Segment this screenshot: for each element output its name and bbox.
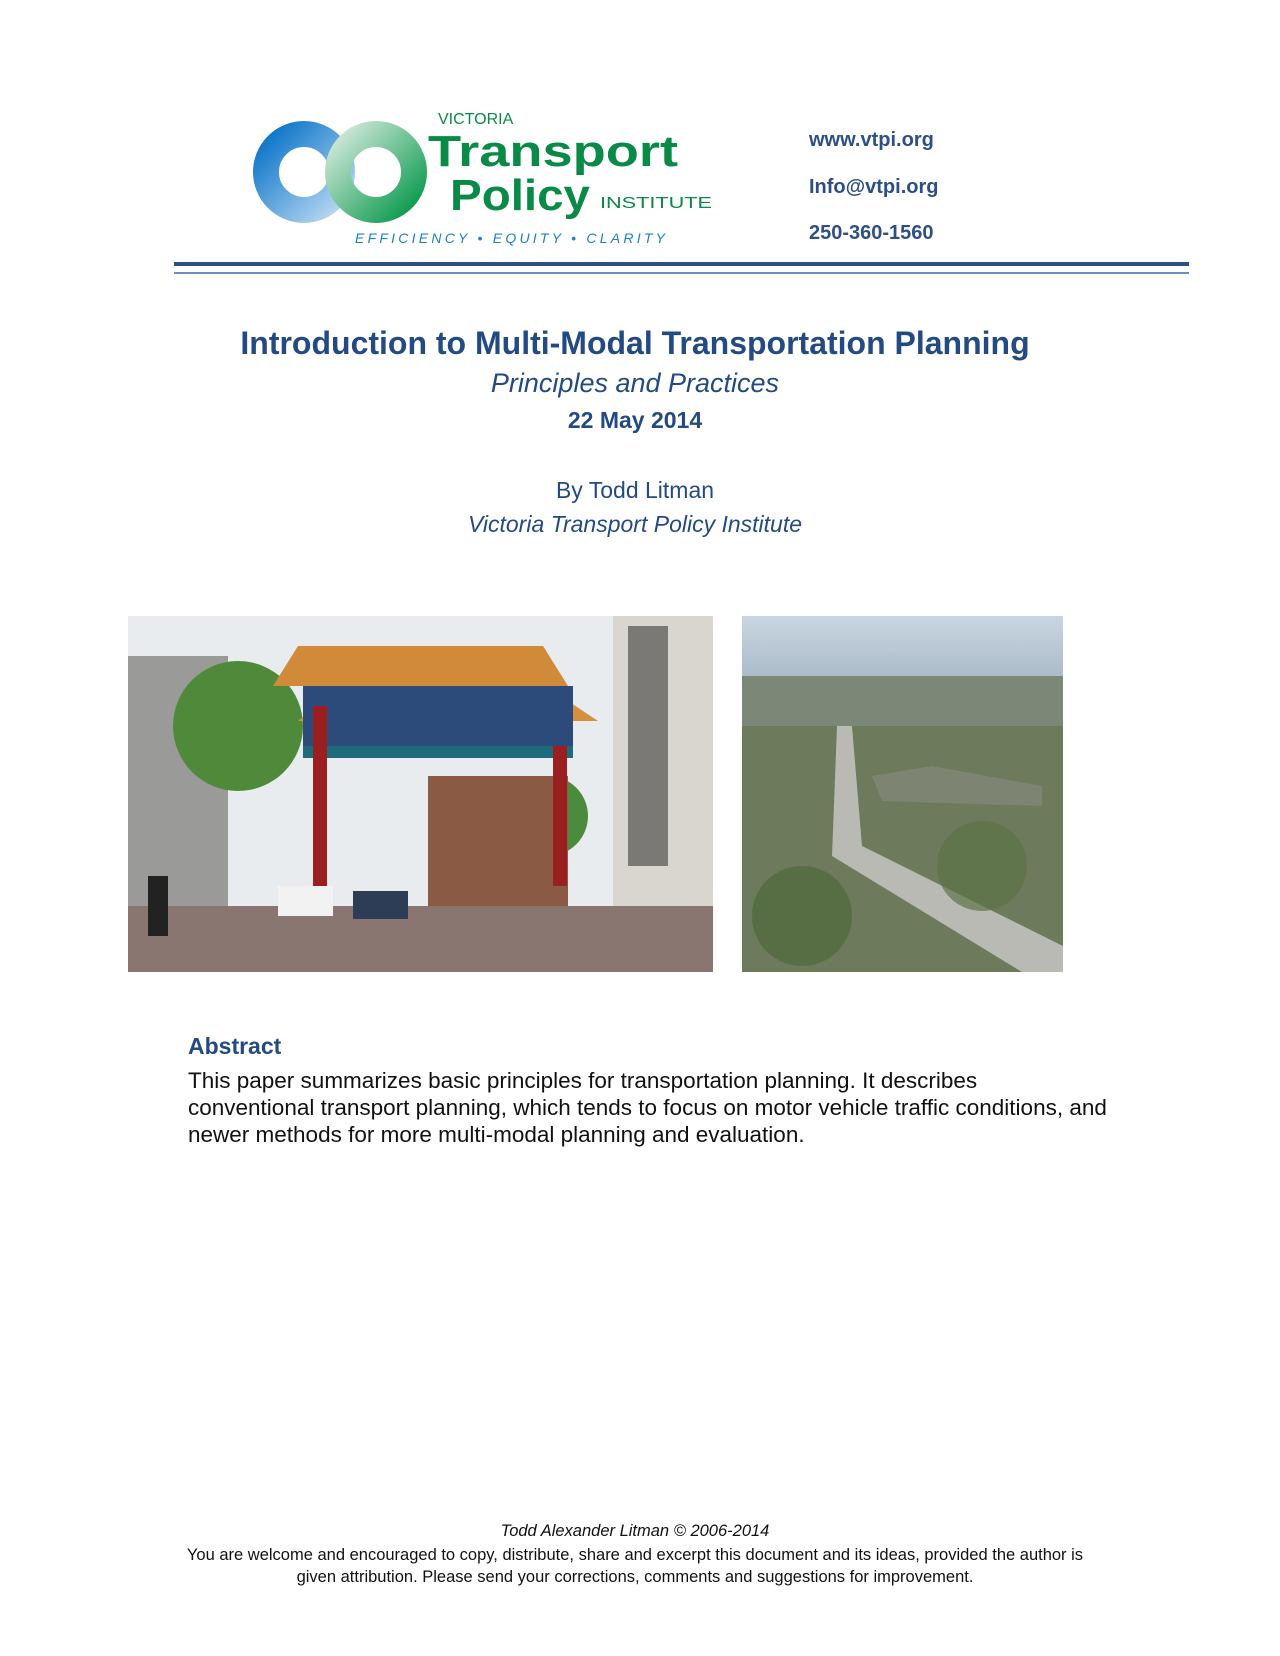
email-link[interactable]: Info@vtpi.org [809,176,939,198]
document-date: 22 May 2014 [567,407,703,433]
abstract-heading: Abstract [188,1033,282,1059]
chinatown-gate-photo [128,616,713,972]
logo-victoria: VICTORIA [438,111,514,128]
author: By Todd Litman [555,477,715,503]
footer-copyright: Todd Alexander Litman © 2006-2014 [500,1522,770,1540]
logo-policy: Policy [450,171,591,220]
header-divider [174,262,1189,274]
vtpi-logo [252,108,722,250]
document-subtitle: Principles and Practices [490,368,780,398]
highway-aerial-photo [742,616,1063,972]
logo-tagline: EFFICIENCY • EQUITY • CLARITY [355,230,665,246]
footer-license-line2: given attribution. Please send your corrections, comments and suggestions for improvement. [296,1568,974,1586]
abstract-body: This paper summarizes basic principles for transportation planning. It describes conventional transport planning, which tends to focus on motor vehicle traffic conditions, and newer methods for more multi-modal planning and evaluation. [188,1068,1107,1147]
phone-number: 250-360-1560 [809,222,934,244]
logo-institute: INSTITUTE [600,195,712,212]
logo-transport: Transport [428,127,679,176]
website-link[interactable]: www.vtpi.org [809,129,934,151]
footer-license-line1: You are welcome and encouraged to copy, distribute, share and excerpt this document and its ideas, provided the author is [186,1546,1084,1564]
document-title: Introduction to Multi-Modal Transportation Planning [240,325,1030,361]
institution: Victoria Transport Policy Institute [467,511,803,537]
